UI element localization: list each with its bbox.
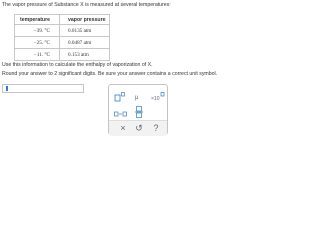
question-intro: The vapor pressure of Substance X is measured at several temperatures: (2, 2, 171, 8)
instruction-calculate: Use this information to calculate the enthalpy of vaporization of X. (2, 62, 153, 68)
table-row (15, 25, 110, 37)
fraction-icon[interactable] (114, 106, 126, 116)
column-header-temperature: temperature (15, 15, 60, 25)
temperature-cell: −11. °C (15, 49, 60, 61)
table-row (15, 37, 110, 49)
input-caret (6, 86, 8, 91)
column-header-vapor-pressure: vapor pressure (60, 15, 110, 25)
vapor-pressure-table (14, 14, 110, 61)
temperature-cell: −25. °C (15, 37, 60, 49)
answer-input[interactable] (2, 84, 84, 93)
undo-icon[interactable]: ↺ (135, 123, 143, 133)
table-row (15, 49, 110, 61)
clear-x-icon[interactable]: × (120, 123, 126, 133)
multiply-dot-icon[interactable] (133, 89, 145, 99)
superscript-box-icon[interactable] (114, 89, 126, 99)
help-icon[interactable]: ? (153, 123, 159, 133)
math-palette (108, 84, 168, 135)
vapor-pressure-cell: 0.153 atm (60, 49, 110, 61)
vapor-pressure-cell: 0.0487 atm (60, 37, 110, 49)
question-panel (0, 0, 218, 137)
times-ten-power-icon[interactable] (151, 89, 163, 102)
units-icon[interactable] (133, 105, 145, 115)
svg-text:μ: μ (135, 95, 139, 101)
instruction-rounding: Round your answer to 2 significant digits. Be sure your answer contains a correct unit symbol. (2, 71, 218, 77)
svg-text:×10: ×10 (151, 96, 160, 102)
vapor-pressure-cell: 0.0135 atm (60, 25, 110, 37)
table-header-row (15, 15, 110, 25)
temperature-cell: −39. °C (15, 25, 60, 37)
